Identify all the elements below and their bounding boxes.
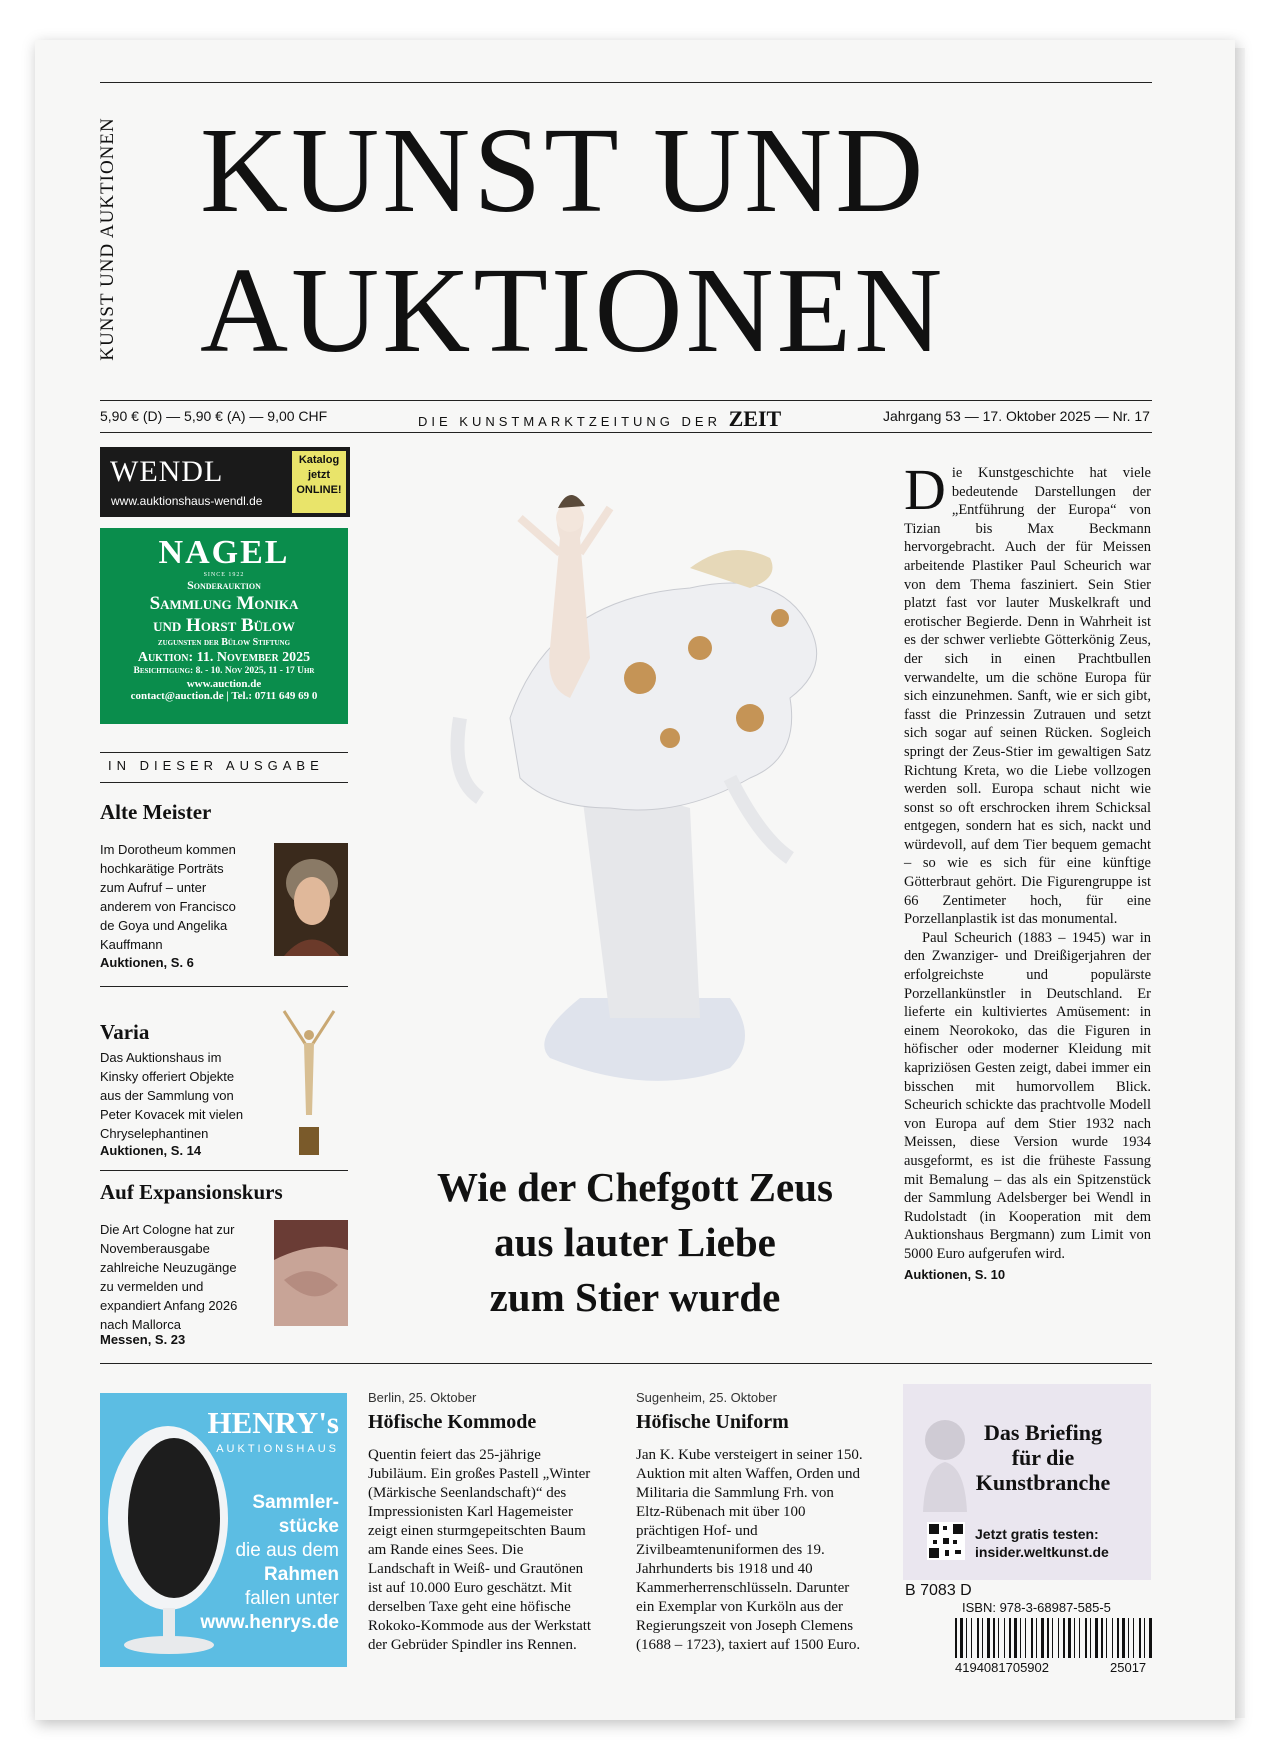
section-rule-top: [100, 752, 348, 753]
nagel-line-5: Auktion: 11. November 2025: [137, 650, 311, 665]
ad-henrys[interactable]: [100, 1393, 347, 1667]
section-rule-bottom: [100, 782, 348, 783]
teaser-divider: [100, 1170, 348, 1171]
teaser-title[interactable]: Alte Meister: [100, 800, 212, 824]
issn-code: B 7083 D: [905, 1582, 972, 1599]
top-rule: [100, 82, 1152, 83]
teaser-text: Das Auktionshaus im Kinsky offeriert Objekte aus der Sammlung von Peter Kovacek mit vielen Chryselephantinen: [100, 1050, 244, 1141]
nagel-line-8: contact@auction.de | Tel.: 0711 649 69 0: [130, 690, 318, 702]
article-text: Quentin feiert das 25-jährige Jubiläum. Ein großes Pastell „Winter (Märkische Seenlandschaft)“ des Impressionisten Karl Hagemeister zeigt einen sturmgepeitschten Baum am Rande eines Sees. Die Landschaft in Weiß- und Grautönen ist auf 10.000 Euro geschätzt. Mit derselben Taxe geht eine höfische Rokoko-Kommode aus der Werkstatt der Gebrüder Spindler ins Rennen.: [368, 1447, 592, 1653]
wendl-logo: WENDL: [110, 455, 224, 488]
article-dateline: Berlin, 25. Oktober: [368, 1390, 477, 1405]
nagel-line-6: Besichtigung: 8. - 10. Nov 2025, 11 - 17 Uhr: [133, 666, 315, 676]
ad-wendl[interactable]: [100, 447, 350, 517]
henrys-slogan: Sammler- stücke die aus dem Rahmen fallen unter www.henrys.de: [200, 1492, 339, 1633]
teaser-text: Im Dorotheum kommen hochkarätige Porträts zum Aufruf – unter anderem von Francisco de Goya und Angelika Kauffmann: [100, 842, 236, 952]
article-text: Jan K. Kube versteigert in seiner 150. Auktion mit alten Waffen, Orden und Militaria die Sammlung Frh. von Eltz-Rübenach mit über 100 prächtigen Hof- und Zivilbeamtenuniformen des 19. Jahrhunderts bis 1918 und 40 Kammerherrenschlüsseln. Darunter ein Exemplar von Kurköln aus der Regierungszeit von Joseph Clemens (1688 – 1723), taxiert auf 1500 Euro.: [636, 1447, 863, 1653]
teaser-title[interactable]: Varia: [100, 1020, 150, 1044]
art-thumbnail[interactable]: [274, 1220, 348, 1326]
article-title[interactable]: Höfische Uniform: [636, 1411, 789, 1433]
lead-headline[interactable]: Wie der Chefgott Zeus aus lauter Liebe zum Stier wurde: [437, 1164, 833, 1320]
henrys-sub: AUKTIONSHAUS: [216, 1443, 339, 1455]
teaser-ref[interactable]: Auktionen, S. 6: [100, 955, 194, 970]
catalog-badge: Katalog jetzt ONLINE!: [292, 451, 346, 513]
nagel-since: SINCE 1922: [203, 572, 245, 578]
bottom-rule: [100, 1363, 1152, 1364]
masthead-rule-top: [100, 400, 1152, 401]
tagline: DIE KUNSTMARKTZEITUNG DER ZEIT: [418, 406, 782, 431]
portrait-thumbnail[interactable]: [274, 843, 348, 956]
nagel-line-1: Sonderauktion: [187, 578, 261, 592]
teaser-ref[interactable]: Auktionen, S. 14: [100, 1143, 202, 1158]
masthead-line-2: AUKTIONEN: [200, 243, 946, 378]
figurine-thumbnail[interactable]: [276, 1005, 342, 1155]
nagel-line-7: www.auction.de: [186, 678, 262, 690]
masthead-line-1: KUNST UND: [200, 103, 927, 238]
teaser-title[interactable]: Auf Expansionskurs: [100, 1180, 283, 1204]
teaser-divider: [100, 986, 348, 987]
nagel-line-4: zugunsten der Bülow Stiftung: [157, 637, 291, 648]
barcode-number: 4194081705902: [955, 1660, 1049, 1675]
spine-title: KUNST UND AUKTIONEN: [97, 117, 118, 361]
article-title[interactable]: Höfische Kommode: [368, 1411, 537, 1433]
barcode-addon: 25017: [1110, 1660, 1147, 1675]
lead-article: [904, 457, 1151, 1284]
article-dateline: Sugenheim, 25. Oktober: [636, 1390, 777, 1405]
wendl-url: www.auktionshaus-wendl.de: [111, 494, 263, 508]
henrys-logo: HENRY's: [207, 1405, 339, 1440]
isbn-code: ISBN: 978-3-68987-585-5: [962, 1600, 1111, 1615]
brief-title: Das Briefing für die Kunstbranche: [975, 1420, 1111, 1495]
qr-code-icon[interactable]: [927, 1522, 965, 1560]
section-label: IN DIESER AUSGABE: [108, 758, 324, 773]
lead-para-2: Paul Scheurich (1883 – 1945) war in den Zwanziger- und Dreißigerjahren der erfolgreichste und populärste Porzellankünstler in Deutschland. Er lieferte ein kultiviertes Amüsement: in einem Neorokoko, das die Figuren in höfischer oder moderner Kleidung mit kapriziösen Gesten zeigt, dabei immer ein bisschen mit humorvollem Blick. Scheurich schickte das prachtvolle Modell von Europa auf dem Stier 1932 nach Meissen, diese Version wurde 1934 ausgeformt, es ist die früheste Fassung mit Bemalung – das als ein Spitzenstück der Sammlung Adelsberger bei Wendl in Rudolstadt (in Kooperation mit dem Auktionshaus Bergmann) zum Limit von 5000 Euro aufgerufen wird.: [904, 929, 1151, 1262]
brief-cta: Jetzt gratis testen:: [975, 1526, 1099, 1542]
lead-para-1: ie Kunstgeschichte hat viele bedeutende Darstellungen der „Entführung der Europa“ von Tizian bis Max Beckmann hervorgebracht. Auch der für Meissen arbeitende Plastiker Paul Scheurich war von dem Thema fasziniert. Sein Stier platzt fast vor lauter Muskelkraft und erotischer Begierde. Denn in Wahrheit ist es der schwer verliebte Götterkönig Zeus, der sich in einen Prachtbullen verwandelte, um die schöne Europa für sich einzunehmen. Sanft, wie er sich gibt, fasst die Prinzessin Zutrauen und setzt sich sogar auf seinen Rücken. Sogleich springt der Zeus-Stier im gewaltigen Satz Richtung Kreta, wo die Liebe vollzogen werden soll. Europa schaut nicht wie sonst so oft erschrocken ihrem Schicksal entgegen, sondern hat es sich, nackt und würdevoll, auf dem Tier bequem gemacht – so wie es sich für eine künftige Götterbraut gehört. Die Figurengruppe ist 66 Zentimeter hoch, für eine Porzellanplastik ist das monumental.: [904, 465, 1151, 928]
nagel-line-3: und Horst Bülow: [153, 615, 295, 636]
drop-cap: D: [904, 457, 946, 522]
page-edge: [1235, 48, 1245, 1718]
europa-bull-porcelain-image: [430, 478, 850, 1090]
teaser-text: Die Art Cologne hat zur Novemberausgabe zahlreiche Neuzugänge zu vermelden und expandiert Anfang 2026 nach Mallorca: [100, 1222, 238, 1332]
barcode-image: [955, 1618, 1155, 1658]
price-line: 5,90 € (D) — 5,90 € (A) — 9,00 CHF: [100, 408, 328, 424]
brief-url[interactable]: insider.weltkunst.de: [975, 1544, 1109, 1560]
nagel-line-2: Sammlung Monika: [149, 593, 299, 614]
issue-line: Jahrgang 53 — 17. Oktober 2025 — Nr. 17: [883, 408, 1150, 424]
lead-ref[interactable]: Auktionen, S. 10: [904, 1266, 1006, 1282]
zeit-logo: ZEIT: [728, 406, 782, 431]
ad-weltkunst-insider[interactable]: [903, 1384, 1151, 1580]
masthead-rule-bottom: [100, 432, 1152, 433]
ad-nagel[interactable]: [100, 528, 348, 724]
nagel-logo: NAGEL: [158, 534, 290, 571]
teaser-ref[interactable]: Messen, S. 23: [100, 1332, 186, 1347]
